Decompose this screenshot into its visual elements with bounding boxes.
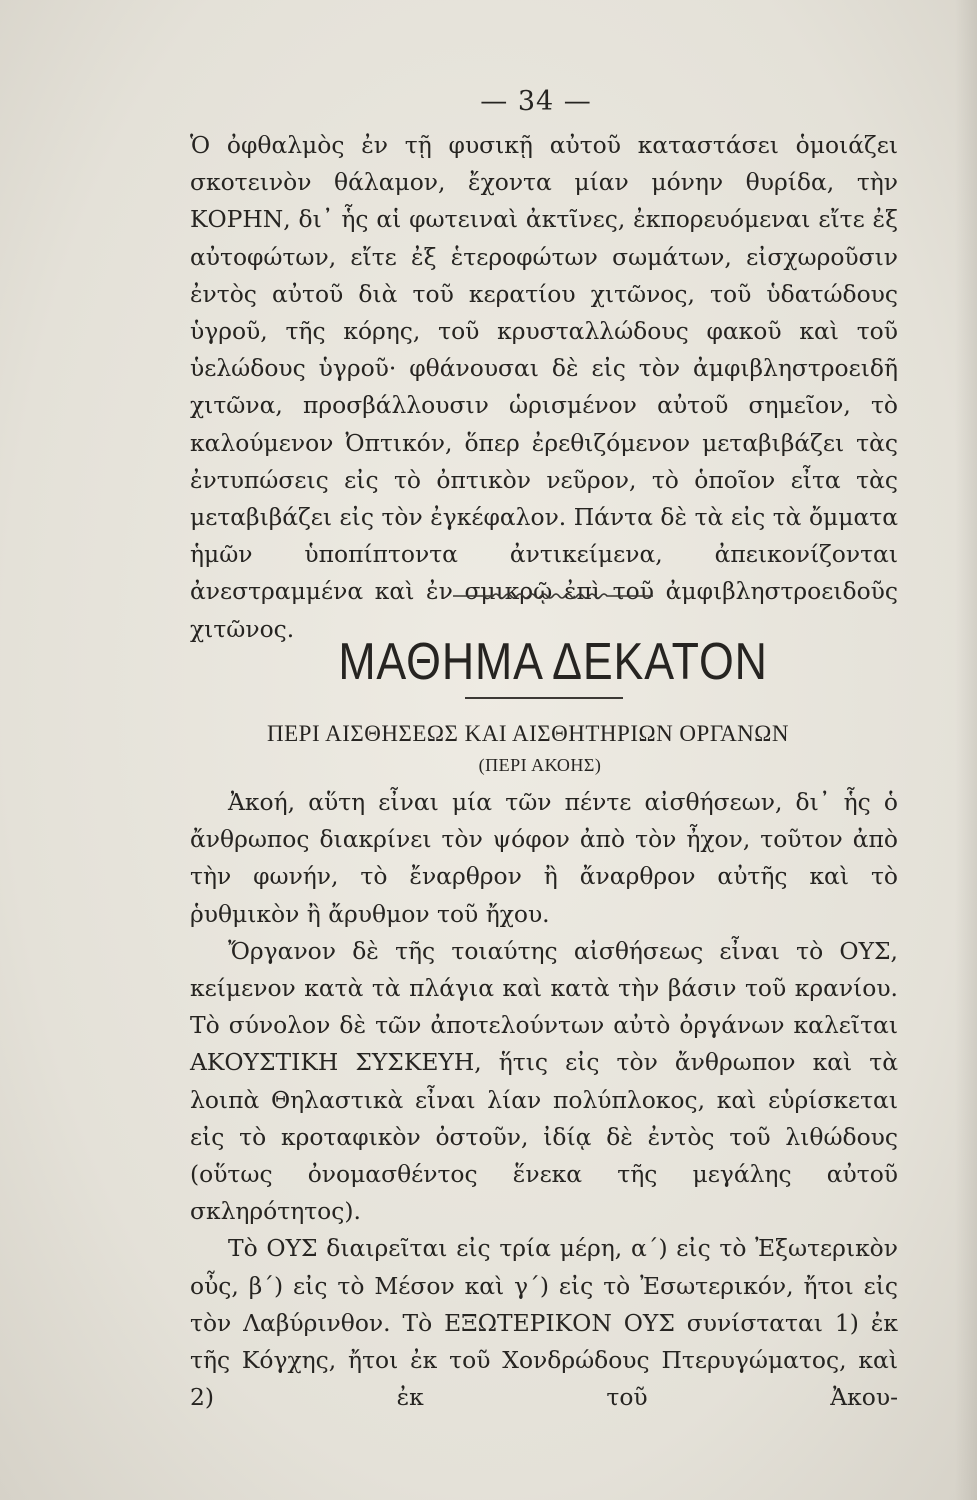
title-underline-rule xyxy=(465,697,623,699)
wavy-divider-ornament xyxy=(453,582,653,606)
section-heading: ΠΕΡΙ ΑΙΣΘΗΣΕΩΣ ΚΑΙ ΑΙΣΘΗΤΗΡΙΩΝ ΟΡΓΑΝΩΝ xyxy=(267,721,789,746)
paragraph-organon: Ὄργανον δὲ τῆς τοιαύτης αἰσθήσεως εἶναι τὸ ΟΥΣ, κείμενον κατὰ τὰ πλάγια καὶ κατὰ τὴν βάσιν τοῦ κρανίου. Τὸ σύνολον δὲ τῶν ἀποτελούντων αὐτὸ ὀργάνων καλεῖται ΑΚΟΥΣΤΙΚΗ ΣΥΣΚΕΥΗ, ἥτις εἰς τὸν ἄνθρωπον καὶ τὰ λοιπὰ Θηλαστικὰ εἶναι λίαν πολύπλοκος, καὶ εὑρίσκεται εἰς τὸ κροταφικὸν ὀστοῦν, ἰδίᾳ δὲ ἐντὸς τοῦ λιθώδους (οὕτως ὀνομασθέντος ἕνεκα τῆς μεγάλης αὐτοῦ σκληρότητος). xyxy=(190,936,898,1226)
paragraph-akoi: Ἀκοή, αὕτη εἶναι μία τῶν πέντε αἰσθήσεων, δι᾽ ἧς ὁ ἄνθρωπος διακρίνει τὸν ψόφον ἀπὸ τὸν ἦχον, τοῦτον ἀπὸ τὴν φωνήν, τὸ ἔναρθρον ἢ ἄναρθρον αὐτῆς καὶ τὸ ῥυθμικὸν ἢ ἄρυθμον τοῦ ἤχου. xyxy=(190,788,898,928)
page-edge-shadow xyxy=(955,0,977,1500)
paragraph-ous: Τὸ ΟΥΣ διαιρεῖται εἰς τρία μέρη, α΄) εἰς τὸ Ἐξωτερικὸν οὖς, β΄) εἰς τὸ Μέσον καὶ γ΄) εἰς τὸ Ἐσωτερικόν, ἤτοι εἰς τὸν Λαβύρινθον. Τὸ ΕΞΩΤΕΡΙΚΟΝ ΟΥΣ συνίσταται 1) ἐκ τῆς Κόγχης, ἤτοι ἐκ τοῦ Χονδρώδους Πτερυγώματος, καὶ 2) ἐκ τοῦ Ἀκου- xyxy=(190,1234,898,1412)
intro-paragraph: Ὁ ὀφθαλμὸς ἐν τῇ φυσικῇ αὐτοῦ καταστάσει ὁμοιάζει σκοτεινὸν θάλαμον, ἔχοντα μίαν μόνην θυρίδα, τὴν ΚΟΡΗΝ, δι᾽ ἧς αἱ φωτειναὶ ἀκτῖνες, ἐκπορευόμεναι εἴτε ἐξ αὐτοφώτων, εἴτε ἐξ ἑτεροφώτων σωμάτων, εἰσχωροῦσιν ἐντὸς αὐτοῦ διὰ τοῦ κερατίου χιτῶνος, τοῦ ὑδατώδους ὑγροῦ, τῆς κόρης, τοῦ κρυσταλλώδους φακοῦ καὶ τοῦ ὑελώδους ὑγροῦ· φθάνουσαι δὲ εἰς τὸν ἀμφιβληστροειδῆ χιτῶνα, προσβάλλουσιν ὡρισμένον αὐτοῦ σημεῖον, τὸ καλούμενον Ὀπτικόν, ὅπερ ἐρεθιζόμενον μεταβιβάζει τὰς ἐντυπώσεις εἰς τὸ ὀπτικὸν νεῦρον, τὸ ὁποῖον εἶτα τὰς μεταβιβάζει εἰς τὸν ἐγκέφαλον. Πάντα δὲ τὰ εἰς τὰ ὄμματα ἡμῶν ὑποπίπτοντα ἀντικείμενα, ἀπεικονίζονται ἀνεστραμμένα καὶ ἐν σμικρῷ ἐπὶ τοῦ ἀμφιβληστροειδοῦς χιτῶνος. xyxy=(190,131,898,643)
main-text-block xyxy=(190,784,898,1416)
page-number: — 34 — xyxy=(480,86,592,117)
section-subheading: (ΠΕΡΙ ΑΚΟΗΣ) xyxy=(478,755,602,775)
intro-text-block xyxy=(190,127,898,648)
lesson-title: ΜΑΘΗΜΑ ΔΕΚΑΤΟΝ xyxy=(338,633,768,691)
